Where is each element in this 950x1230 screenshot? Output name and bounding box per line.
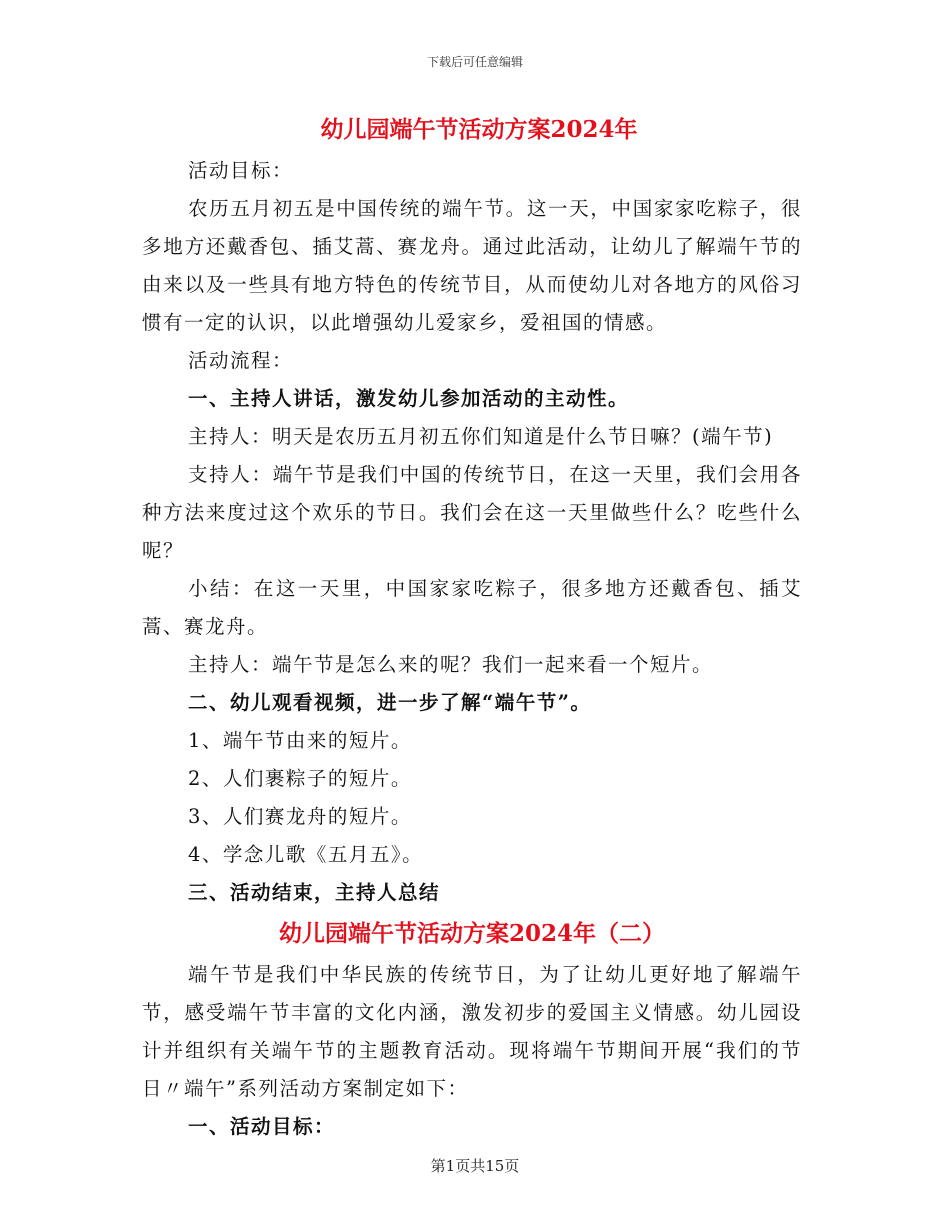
paragraph: 活动流程： — [188, 349, 294, 372]
heading-step-2: 二、幼儿观看视频，进一步了解“端午节”。 — [188, 691, 592, 714]
paragraph: 小结：在这一天里，中国家家吃粽子，很多地方还戴香包、插艾蒿、赛龙舟。 — [142, 577, 802, 638]
paragraph: 农历五月初五是中国传统的端午节。这一天，中国家家吃粽子，很多地方还戴香包、插艾蒿、赛龙舟。通过此活动，让幼儿了解端午节的由来以及一些具有地方特色的传统节目，从而使幼儿对各地方的风俗习惯有一定的认识，以此增强幼儿爱家乡，爱祖国的情感。 — [142, 197, 802, 334]
paragraph: 端午节是我们中华民族的传统节日，为了让幼儿更好地了解端午节，感受端午节丰富的文化内涵，激发初步的爱国主义情感。幼儿园设计并组织有关端午节的主题教育活动。现将端午节期间开展“我们的节日〃端午”系列活动方案制定如下： — [142, 963, 802, 1100]
page-footer: 第1页共15页 — [430, 1157, 520, 1175]
list-item: 1、端午节由来的短片。 — [188, 729, 412, 752]
page-header: 下载后可任意编辑 — [426, 55, 523, 69]
document-body — [142, 108, 802, 1146]
heading-step-1: 一、主持人讲话，激发幼儿参加活动的主动性。 — [188, 387, 630, 410]
list-item: 2、人们裹粽子的短片。 — [188, 767, 412, 790]
paragraph: 主持人：端午节是怎么来的呢？我们一起来看一个短片。 — [188, 653, 714, 676]
list-item: 4、学念儿歌《五月五》。 — [188, 843, 424, 866]
section-2-title: 幼儿园端午节活动方案2024年（二） — [278, 920, 665, 947]
heading-goals: 一、活动目标： — [188, 1115, 336, 1138]
section-1-title: 幼儿园端午节活动方案2024年 — [320, 116, 638, 143]
list-item: 3、人们赛龙舟的短片。 — [188, 805, 412, 828]
paragraph: 活动目标： — [188, 159, 294, 182]
heading-step-3: 三、活动结束，主持人总结 — [188, 881, 441, 904]
paragraph: 主持人：明天是农历五月初五你们知道是什么节日嘛？(端午节) — [188, 425, 774, 448]
paragraph: 支持人：端午节是我们中国的传统节日，在这一天里，我们会用各种方法来度过这个欢乐的节日。我们会在这一天里做些什么？吃些什么呢？ — [142, 463, 802, 562]
